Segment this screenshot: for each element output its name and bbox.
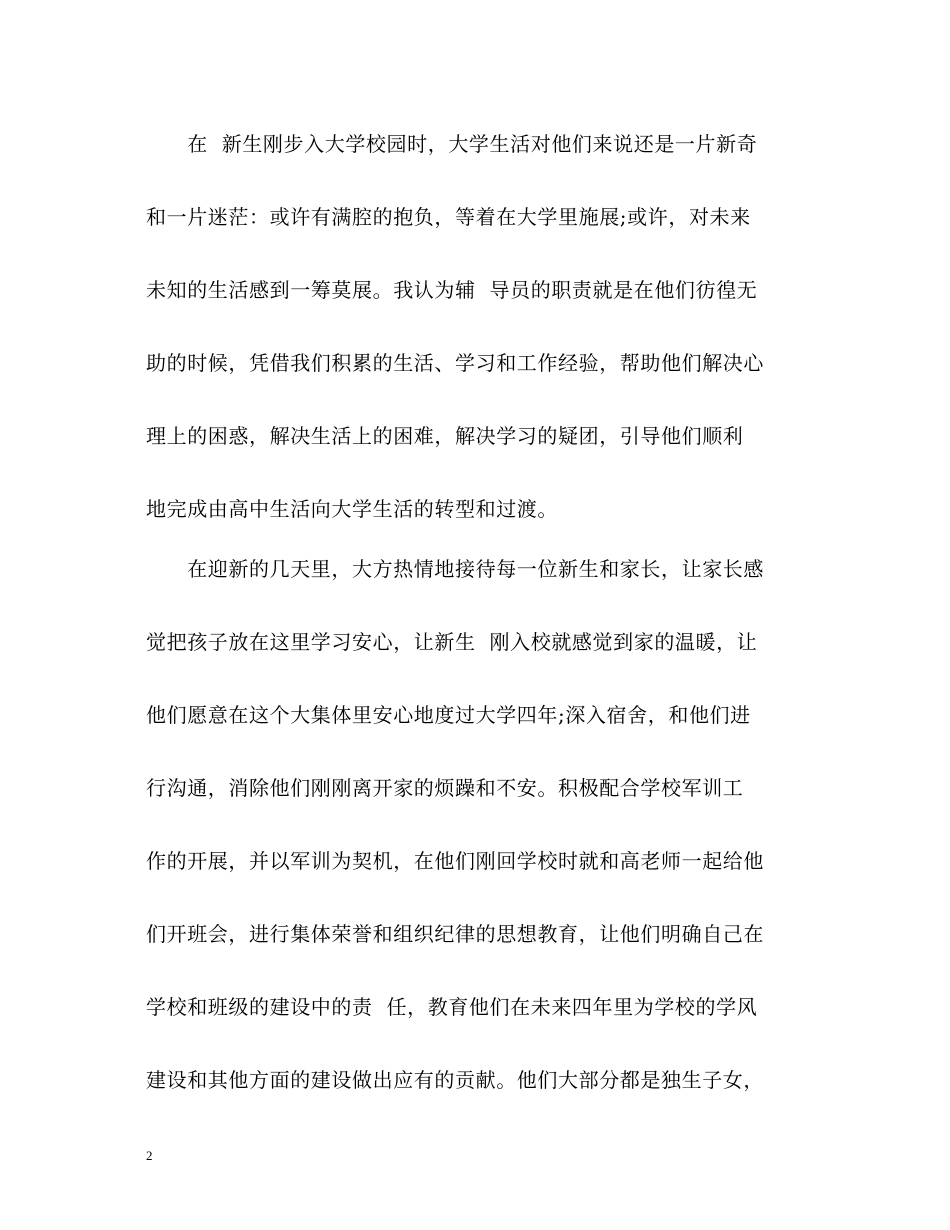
text-line: 们开班会，进行集体荣誉和组织纪律的思想教育，让他们明确自己在 [146, 922, 764, 946]
text-line: 理上的困惑，解决生活上的困难，解决学习的疑团，引导他们顺利 [146, 424, 744, 448]
text-line: 助的时候，凭借我们积累的生活、学习和工作经验，帮助他们解决心 [146, 351, 764, 375]
text-line: 学校和班级的建设中的责 任，教育他们在未来四年里为学校的学风 [146, 995, 758, 1019]
text-line: 在迎新的几天里，大方热情地接待每一位新生和家长，让家长感 [146, 557, 764, 581]
page-number: 2 [146, 1148, 153, 1163]
text-line: 觉把孩子放在这里学习安心，让新生 刚入校就感觉到家的温暖，让 [146, 630, 758, 654]
text-line: 和一片迷茫：或许有满腔的抱负，等着在大学里施展;或许，对未来 [146, 205, 751, 229]
text-line: 未知的生活感到一筹莫展。我认为辅 导员的职责就是在他们彷徨无 [146, 278, 758, 302]
text-line: 地完成由高中生活向大学生活的转型和过渡。 [146, 497, 558, 521]
text-line: 作的开展，并以军训为契机，在他们刚回学校时就和高老师一起给他 [146, 849, 764, 873]
text-line: 他们愿意在这个大集体里安心地度过大学四年;深入宿舍，和他们进 [146, 703, 751, 727]
text-line: 行沟通，消除他们刚刚离开家的烦躁和不安。积极配合学校军训工 [146, 776, 744, 800]
text-line: 建设和其他方面的建设做出应有的贡献。他们大部分都是独生子女， [146, 1068, 764, 1092]
text-line: 在 新生刚步入大学校园时，大学生活对他们来说还是一片新奇 [146, 132, 758, 156]
